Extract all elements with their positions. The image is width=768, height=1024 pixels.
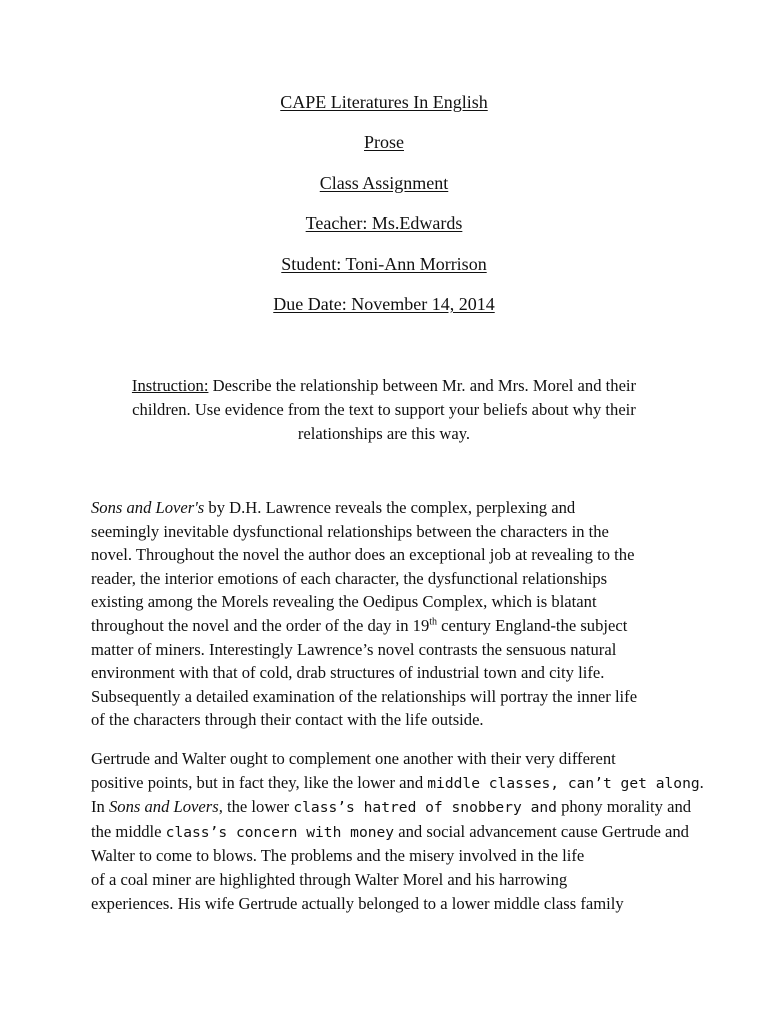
instruction-label: Instruction: xyxy=(131,376,209,395)
assignment-type: Class Assignment xyxy=(319,172,449,193)
instruction-text-3: relationships are this way. xyxy=(297,424,471,443)
paragraph-1-line-5: existing among the Morels revealing the Oedipus Complex, which is blatant xyxy=(91,592,597,612)
paragraph-1-line-6b: century England-the subject xyxy=(437,615,628,635)
novel-title: Sons and Lover's xyxy=(91,498,205,517)
paragraph-2-highlight-1: middle classes, can’t get along xyxy=(427,774,700,792)
paragraph-2-line-3b: the lower xyxy=(222,797,294,817)
novel-title-2: Sons and Lovers, xyxy=(108,797,223,817)
paragraph-1-line-2: seemingly inevitable dysfunctional relationships between the characters in the xyxy=(91,521,609,541)
paragraph-2-highlight-2: class’s hatred of snobbery and xyxy=(293,799,557,817)
paragraph-1-line-7: matter of miners. Interestingly Lawrence’s novel contrasts the sensuous natural xyxy=(91,639,617,659)
instruction-text-2: children. Use evidence from the text to support your beliefs about why their xyxy=(132,400,636,419)
paragraph-2-highlight-3: class’s concern with money xyxy=(165,823,395,841)
paragraph-2-line-1: Gertrude and Walter ought to complement one another with their very different xyxy=(91,749,616,768)
paragraph-2-line-2b: . xyxy=(699,772,704,792)
paragraph-1-line-10: of the characters through their contact with the life outside. xyxy=(91,710,484,730)
course-title: CAPE Literatures In English xyxy=(280,92,488,112)
instruction-block xyxy=(108,374,660,446)
paragraph-1-line-1: by D.H. Lawrence reveals the complex, perplexing and xyxy=(204,498,576,517)
teacher-name: Teacher: Ms.Edwards xyxy=(305,213,463,234)
genre-title: Prose xyxy=(364,132,404,153)
paragraph-1-line-4: reader, the interior emotions of each character, the dysfunctional relationships xyxy=(91,568,608,588)
paragraph-2-line-3a: In xyxy=(91,797,109,817)
paragraph-2-line-2a: positive points, but in fact they, like the lower and xyxy=(91,772,428,792)
paragraph-1-line-8: environment with that of cold, drab structures of industrial town and city life. xyxy=(91,663,605,683)
paragraph-2-line-3c: phony morality and xyxy=(556,797,692,817)
ordinal-superscript: th xyxy=(429,616,438,628)
paragraph-2-line-6: of a coal miner are highlighted through Walter Morel and his harrowing xyxy=(91,869,568,889)
paragraph-2-line-7: experiences. His wife Gertrude actually belonged to a lower middle class family xyxy=(91,893,624,913)
instruction-text-1: Describe the relationship between Mr. and Mrs. Morel and their xyxy=(208,376,637,395)
paragraph-1-line-6a: throughout the novel and the order of the day in 19 xyxy=(91,615,430,635)
paragraph-1 xyxy=(91,496,691,732)
due-date: Due Date: November 14, 2014 xyxy=(273,293,495,314)
paragraph-2-line-4b: and social advancement cause Gertrude and xyxy=(394,821,689,841)
student-name: Student: Toni-Ann Morrison xyxy=(281,253,487,274)
paragraph-2-line-5: Walter to come to blows. The problems and the misery involved in the life xyxy=(91,846,585,866)
title-block xyxy=(0,92,768,334)
paragraph-2 xyxy=(91,747,704,915)
paragraph-2-line-4a: the middle xyxy=(91,821,166,841)
paragraph-1-line-9: Subsequently a detailed examination of the relationships will portray the inner life xyxy=(91,686,638,706)
paragraph-1-line-3: novel. Throughout the novel the author does an exceptional job at revealing to the xyxy=(91,545,635,565)
